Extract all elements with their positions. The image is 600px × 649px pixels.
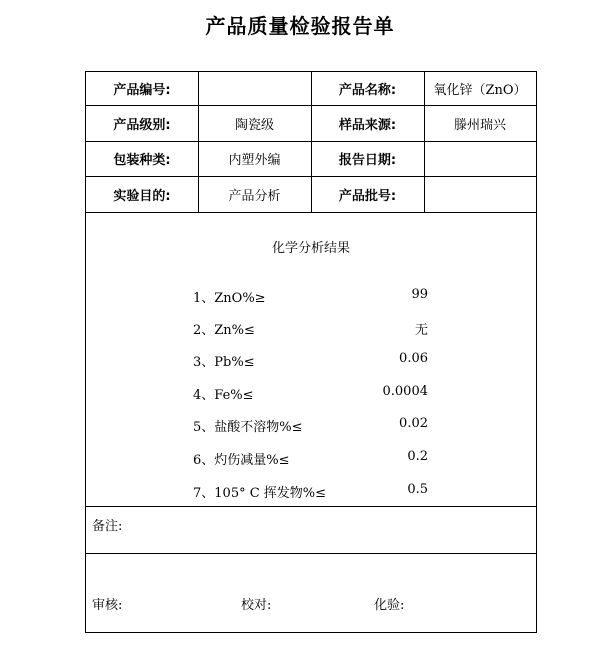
test-purpose-label: 实验目的: — [113, 188, 171, 204]
sample-source-label: 样品来源: — [338, 117, 397, 133]
report-date-value — [424, 141, 536, 176]
result-item-value: 0.02 — [399, 416, 428, 431]
result-item-name: 3、Pb%≤ — [193, 355, 255, 370]
product-name-label: 产品名称: — [338, 83, 397, 98]
product-code-label: 产品编号: — [113, 83, 171, 98]
report-title: 产品质量检验报告单 — [205, 14, 395, 38]
product-code-value — [198, 72, 311, 105]
row-divider — [86, 212, 536, 213]
report-date-label: 报告日期: — [338, 153, 397, 168]
result-item-name: 7、105° C 挥发物%≤ — [193, 486, 327, 501]
packaging-type-label: 包装种类: — [113, 153, 171, 168]
sample-source-value: 滕州瑞兴 — [453, 117, 506, 133]
product-grade-label: 产品级别: — [113, 117, 171, 133]
row-divider — [86, 506, 536, 507]
result-item-value: 0.2 — [407, 449, 428, 464]
result-item-value: 0.0004 — [382, 384, 428, 399]
report-form — [85, 71, 537, 633]
result-item-value: 无 — [414, 323, 428, 338]
result-item-name: 5、盐酸不溶物%≤ — [193, 420, 303, 435]
result-item-name: 1、ZnO%≥ — [193, 291, 266, 306]
result-item-value: 0.06 — [399, 351, 428, 366]
review-signature-label: 审核: — [92, 598, 123, 613]
product-name-value: 氧化锌（ZnO） — [433, 83, 527, 98]
proofread-signature-label: 校对: — [241, 598, 272, 613]
results-title: 化学分析结果 — [271, 241, 350, 256]
remarks-label: 备注: — [92, 519, 123, 534]
result-item-value: 0.5 — [407, 482, 428, 497]
test-purpose-value: 产品分析 — [228, 188, 281, 204]
result-item-name: 4、Fe%≤ — [193, 388, 254, 403]
product-grade-value: 陶瓷级 — [234, 117, 274, 133]
batch-number-value — [424, 176, 536, 212]
batch-number-label: 产品批号: — [338, 188, 397, 204]
result-item-name: 6、灼伤减量%≤ — [193, 453, 290, 468]
row-divider — [86, 553, 536, 554]
packaging-type-value: 内塑外编 — [228, 153, 281, 168]
test-signature-label: 化验: — [374, 598, 405, 613]
result-item-value: 99 — [411, 287, 428, 302]
result-item-name: 2、Zn%≤ — [193, 323, 255, 338]
